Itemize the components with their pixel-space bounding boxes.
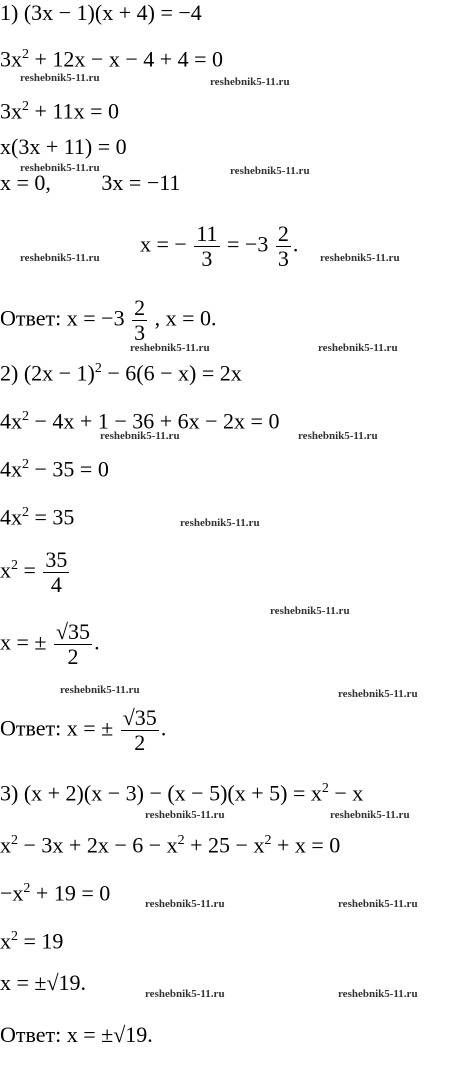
- watermark: reshebnik5-11.ru: [210, 76, 290, 88]
- eq-1-title: 1) (3x − 1)(x + 4) = −4: [0, 0, 202, 25]
- watermark: reshebnik5-11.ru: [320, 252, 400, 264]
- watermark: reshebnik5-11.ru: [145, 809, 225, 821]
- eq-1-step-2: $3x^2 + 11x = 0$: [0, 98, 119, 124]
- watermark: reshebnik5-11.ru: [20, 252, 100, 264]
- eq-3-step-3: $x^2 = 19$: [0, 928, 64, 954]
- eq-3-step-4: x = ±√19.: [0, 970, 87, 995]
- eq-1-step-5: x = − $\frac{11}{3}$ = −3 $\frac{2}{3}$ .: [140, 221, 299, 271]
- watermark: reshebnik5-11.ru: [180, 517, 260, 529]
- watermark: reshebnik5-11.ru: [270, 605, 350, 617]
- eq-2-step-4: $x^2$ = $\frac{35}{4}$: [0, 547, 68, 597]
- eq-1-step-1: $3x^2 + 12x - x - 4 + 4 = 0$: [0, 46, 224, 72]
- fraction: $\frac{2}{3}$: [134, 295, 146, 345]
- eq-1-step-4: x = 0, 3x = −11: [0, 170, 181, 195]
- watermark: reshebnik5-11.ru: [145, 988, 225, 1000]
- eq-2-step-1: $4x^2 - 4x + 1 - 36 + 6x - 2x = 0$: [0, 408, 280, 434]
- watermark: reshebnik5-11.ru: [330, 809, 410, 821]
- watermark: reshebnik5-11.ru: [130, 342, 210, 354]
- eq-2-title: 2) $(2x - 1)^2 - 6(6 - x) = 2x$: [0, 360, 242, 386]
- fraction: $\frac{35}{4}$: [45, 547, 68, 597]
- watermark: reshebnik5-11.ru: [338, 988, 418, 1000]
- watermark: reshebnik5-11.ru: [20, 162, 100, 174]
- watermark: reshebnik5-11.ru: [100, 430, 180, 442]
- fraction: $\frac{2}{3}$: [277, 221, 289, 271]
- watermark: reshebnik5-11.ru: [318, 342, 398, 354]
- fraction: $\frac{11}{3}$: [196, 221, 218, 271]
- watermark: reshebnik5-11.ru: [338, 898, 418, 910]
- fraction: $\frac{√35}{2}$: [55, 619, 91, 669]
- watermark: reshebnik5-11.ru: [298, 430, 378, 442]
- watermark: reshebnik5-11.ru: [60, 684, 140, 696]
- eq-2-step-3: $4x^2 = 35$: [0, 504, 75, 530]
- eq-2-answer: Ответ: x = ± $\frac{√35}{2}$ .: [0, 705, 167, 755]
- eq-1-answer: Ответ: x = −3 $\frac{2}{3}$ , x = 0.: [0, 295, 217, 345]
- eq-2-step-2: $4x^2 - 35 = 0$: [0, 456, 109, 482]
- fraction: $\frac{√35}{2}$: [122, 705, 157, 755]
- eq-3-title: 3) $(x + 2)(x - 3) - (x - 5)(x + 5) = x^2 - x$: [0, 780, 364, 806]
- eq-3-step-2: $-x^2 + 19 = 0$: [0, 880, 111, 906]
- eq-1-step-3: x(3x + 11) = 0: [0, 134, 127, 159]
- watermark: reshebnik5-11.ru: [230, 165, 310, 177]
- watermark: reshebnik5-11.ru: [20, 72, 100, 84]
- eq-3-step-1: $x^2 - 3x + 2x - 6 - x^2 + 25 - x^2 + x = 0$: [0, 832, 341, 858]
- eq-2-step-5: x = ± $\frac{√35}{2}$ .: [0, 619, 100, 669]
- watermark: reshebnik5-11.ru: [338, 688, 418, 700]
- watermark: reshebnik5-11.ru: [145, 898, 225, 910]
- eq-3-answer: Ответ: x = ±√19.: [0, 1022, 153, 1047]
